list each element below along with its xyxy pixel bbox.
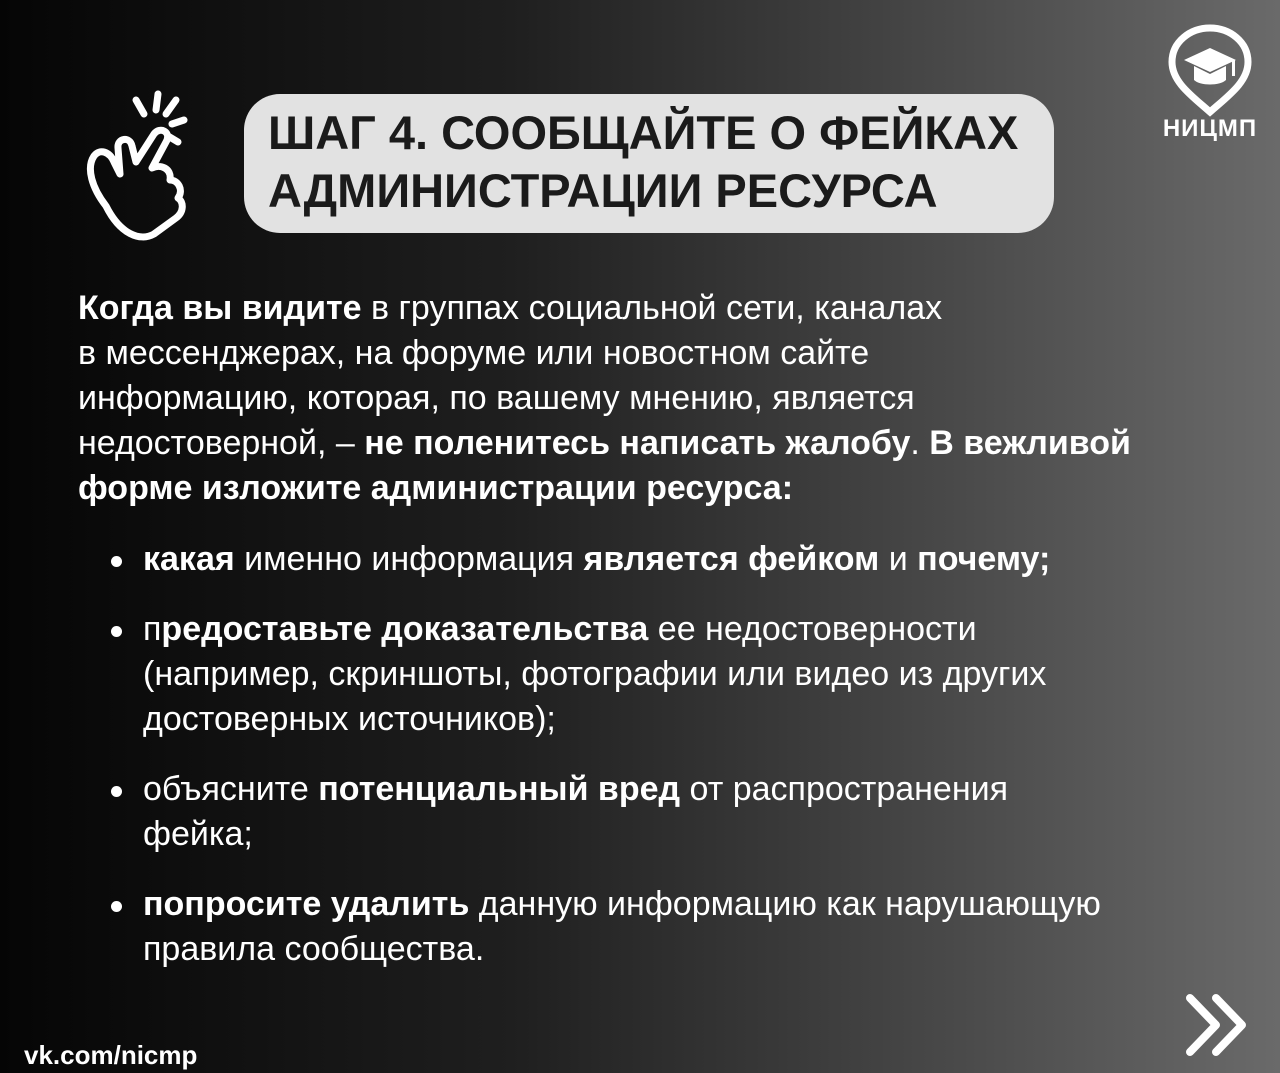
intro-text-3: в мессенджерах, на форуме или новостном сайте [78,334,870,372]
title-banner [244,94,1054,233]
intro-text-7: . [910,424,930,462]
intro-paragraph [78,286,1258,511]
bullet4-line2: правила сообщества. [143,930,485,968]
page-title-line1: ШАГ 4. СООБЩАЙТЕ О ФЕЙКАХ [268,106,1019,159]
bullet3-text0: объясните [143,770,319,808]
bullet1-bold3: почему; [917,540,1051,578]
advice-list [108,537,1258,972]
bullet2-text0: п [143,610,162,648]
intro-bold-9: форме изложите администрации ресурса: [78,469,794,507]
list-item [108,607,1258,742]
bullet3-bold1: потенциальный вред [318,770,681,808]
bullet2-line3: достоверных источников); [143,700,556,738]
bullet2-text1: ее недостоверности [648,610,977,648]
list-item [108,767,1258,857]
bullet4-text1: данную информацию как нарушающую [469,885,1101,923]
page-title-line2: АДМИНИСТРАЦИИ РЕСУРСА [268,164,938,217]
bullet1-bold2: является фейком [583,540,880,578]
footer-link[interactable]: vk.com/nicmp [24,1040,198,1070]
bullet2-line2: (например, скриншоты, фотографии или видео из других [143,655,1047,693]
intro-text-2: в группах социальной сети, каналах [361,289,943,327]
bullet3-text1: от распространения [680,770,1009,808]
intro-bold-1: Когда вы видите [78,289,362,327]
hand-snap-icon [84,88,214,248]
list-item [108,537,1258,582]
bullet2-bold1: редоставьте доказательства [161,610,649,648]
intro-bold-8: В вежливой [929,424,1131,462]
bullet4-bold1: попросите удалить [143,885,470,923]
bullet1-text1: именно информация [234,540,584,578]
intro-text-4: информацию, которая, по вашему мнению, является [78,379,915,417]
intro-text-5: недостоверной, – [78,424,365,462]
double-chevron-right-icon[interactable] [1180,992,1252,1058]
bullet3-line2: фейка; [143,815,253,853]
bullet1-text2: и [879,540,918,578]
intro-bold-6: не поленитесь написать жалобу [364,424,911,462]
list-item [108,882,1258,972]
bullet1-bold1: какая [143,540,235,578]
logo-text: НИЦМП [1162,115,1258,142]
